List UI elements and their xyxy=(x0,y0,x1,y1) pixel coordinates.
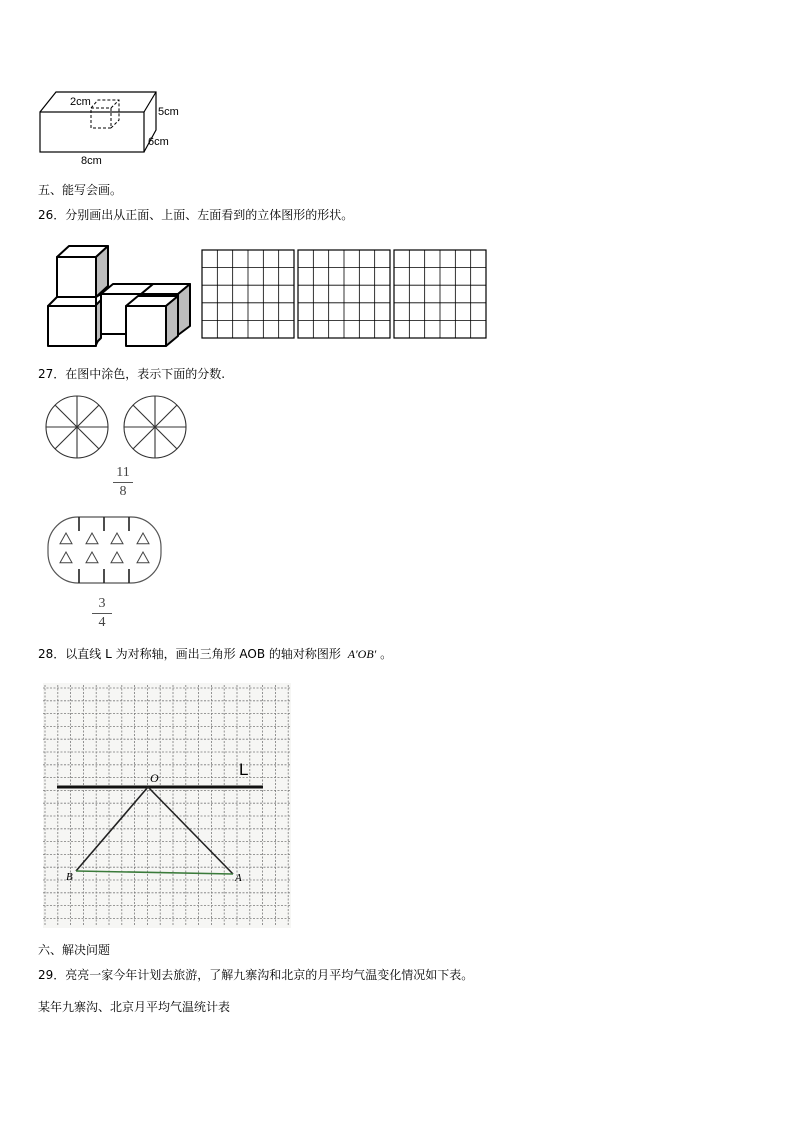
q28-end: 。 xyxy=(380,647,393,661)
label-O: O xyxy=(150,771,159,785)
fraction-11-8-numerator: 11 xyxy=(116,465,130,480)
q27-text: 27．在图中涂色，表示下面的分数. xyxy=(38,367,226,381)
q29-table-title: 某年九寨沟、北京月平均气温统计表 xyxy=(38,1000,231,1014)
label-L: L xyxy=(239,760,249,779)
label-8cm: 8cm xyxy=(81,155,102,167)
q28-prompt: 28．以直线 L 为对称轴，画出三角形 AOB 的轴对称图形 xyxy=(38,647,341,661)
label-2cm: 2cm xyxy=(70,96,91,108)
label-6cm: 6cm xyxy=(148,136,169,148)
section6-title: 六、解决问题 xyxy=(38,943,111,957)
label-5cm: 5cm xyxy=(158,106,179,118)
fraction-11-8-denominator: 8 xyxy=(119,484,127,499)
label-B: B xyxy=(66,871,73,883)
label-A: A xyxy=(235,872,242,884)
q29-text: 29．亮亮一家今年计划去旅游，了解九寨沟和北京的月平均气温变化情况如下表。 xyxy=(38,968,474,982)
fraction-3-4-numerator: 3 xyxy=(98,596,106,611)
q28-math: A′OB′ xyxy=(347,647,377,661)
section5-title: 五、能写会画。 xyxy=(38,183,123,197)
q26-text: 26．分别画出从正面、上面、左面看到的立体图形的形状。 xyxy=(38,208,354,222)
fraction-3-4-denominator: 4 xyxy=(98,615,106,630)
